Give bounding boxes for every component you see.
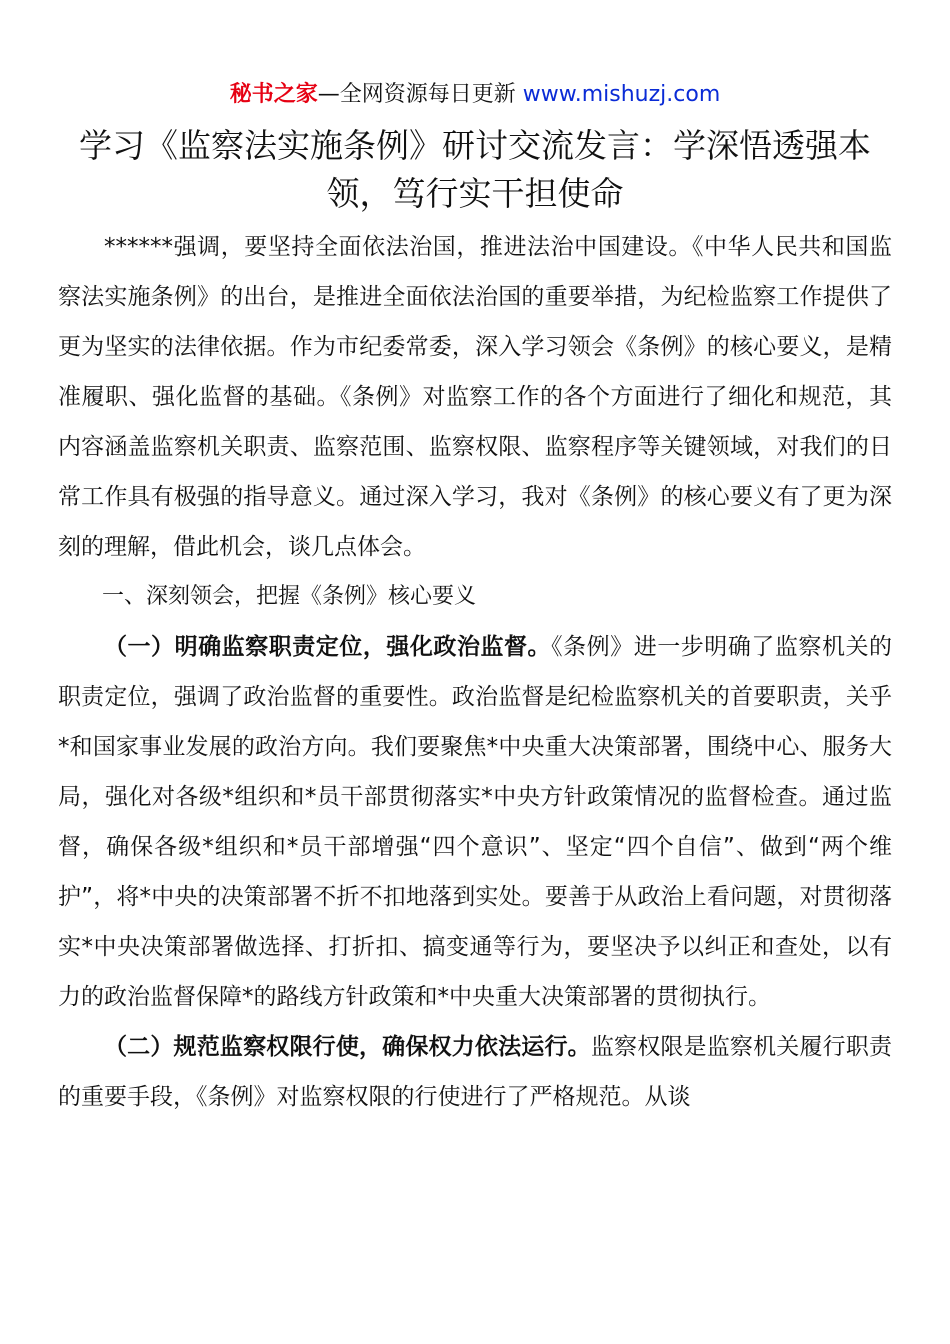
item-heading-2: （二）规范监察权限行使，确保权力依法运行。 — [104, 1034, 591, 1060]
site-slogan: —全网资源每日更新 — [317, 82, 523, 107]
section-heading-1: 一、深刻领会，把握《条例》核心要义 — [102, 584, 477, 609]
document-title: 学习《监察法实施条例》研讨交流发言：学深悟透强本领，笃行实干担使命 — [79, 126, 871, 213]
site-url-link[interactable]: www.mishuzj.com — [522, 82, 721, 107]
site-header — [0, 80, 950, 110]
item-paragraph-1 — [58, 622, 892, 1022]
item-body-1: 《条例》进一步明确了监察机关的职责定位，强调了政治监督的重要性。政治监督是纪检监察机关的首要职责，关乎*和国家事业发展的政治方向。我们要聚焦*中央重大决策部署，围绕中心、服务大局，强化对各级*组织和*员干部贯彻落实*中央方针政策情况的监督检查。通过监督，确保各级*组织和*员干部增强“四个意识”、坚定“四个自信”、做到“两个维护”，将*中央的决策部署不折不扣地落到实处。要善于从政治上看问题，对贯彻落实*中央决策部署做选择、打折扣、搞变通等行为，要坚决予以纠正和查处，以有力的政治监督保障*的路线方针政策和*中央重大决策部署的贯彻执行。 — [58, 634, 893, 1010]
item-heading-1: （一）明确监察职责定位，强化政治监督。 — [104, 634, 552, 660]
item-paragraph-2 — [58, 1022, 892, 1122]
site-brand: 秘书之家 — [229, 82, 318, 107]
document-body — [58, 222, 892, 1122]
item-body-2: 监察权限是监察机关履行职责的重要手段，《条例》对监察权限的行使进行了严格规范。从谈 — [58, 1034, 893, 1110]
intro-paragraph: ******强调，要坚持全面依法治国，推进法治中国建设。《中华人民共和国监察法实施条例》的出台，是推进全面依法治国的重要举措，为纪检监察工作提供了更为坚实的法律依据。作为市纪委常委，深入学习领会《条例》的核心要义，是精准履职、强化监督的基础。《条例》对监察工作的各个方面进行了细化和规范，其内容涵盖监察机关职责、监察范围、监察权限、监察程序等关键领域，对我们的日常工作具有极强的指导意义。通过深入学习，我对《条例》的核心要义有了更为深刻的理解，借此机会，谈几点体会。 — [58, 234, 892, 560]
